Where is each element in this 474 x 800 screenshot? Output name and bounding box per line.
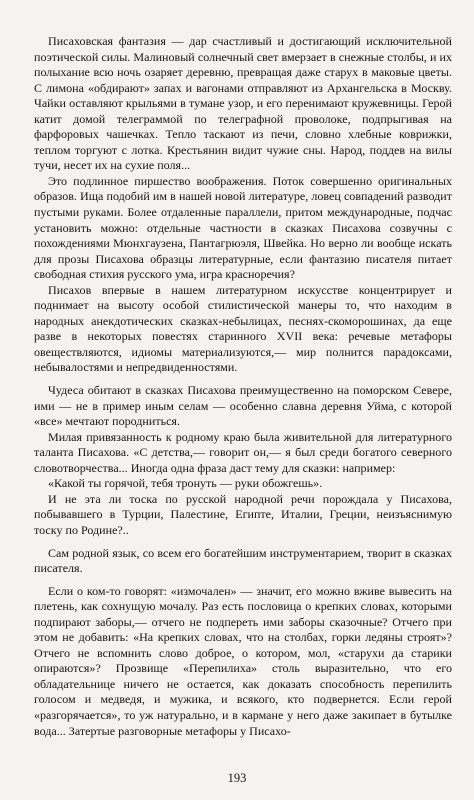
paragraph: Если о ком-то говорят: «измочален» — значит, его можно вживе вывесить на плетень, как сохнущую мочалу. Раз есть пословица о крепких словах, которыми подпирают заборы,— отчего не подпереть ими заборы сказочные? Отчего при этом не добавить: «На крепких словах, что на столбах, горки ледяны строят»? Отчего не вспомнить слово доброе, о котором, мол, «старухи да старики опираются»? Прозвище «Перепилиха» столь выразительно, что его обладательнице ничего не остается, как доказать способность перепилить голосом и медведя, и мужика, и всякого, кто подвернется. Если герой «разгорячается», то уж натурально, и в кармане у него даже закипает в бутылке вода... Затертые разговорные метафоры у Писахо- [34,583,452,738]
paragraph: Писаховская фантазия — дар счастливый и достигающий исключительной поэтической силы. Малиновый солнечный свет вмерзает в снежные столбы, и их полыхание всю ночь озаряет деревню, превращая даже старух в маковые цветы. С лимона «обдирают» запах и вагонами отправляют из Архангельска в Москву. Чайки оставляют крыльями в тумане узор, и его перенимают кружевницы. Герой катит домой телеграммой по телеграфной проволоке, подпрыгивая на фарфоровых чашечках. Тепло таскают из печи, словно хлебные коврижки, теплом торгуют с лотка. Крестьянин видит чужие сны. Народ, поддев на вилы тучи, несет их на сухие поля... [34,34,452,173]
paragraph: Чудеса обитают в сказках Писахова преимущественно на поморском Севере, ими — не в пример иным селам — особенно славна деревня Уйма, с которой «все» мечтают породниться. [34,383,452,429]
page-number: 193 [227,771,247,785]
body-text [34,34,452,739]
paragraph: И не эта ли тоска по русской народной речи порождала у Писахова, побывавшего в Турции, Палестине, Египте, Италии, Греции, неизъяснимую тоску по Родине?.. [34,491,452,537]
paragraph: Это подлинное пиршество воображения. Поток совершенно оригинальных образов. Ища подобий им в нашей новой литературе, ловец совпадений разводит пустыми руками. Более отдаленные параллели, притом международные, подчас установить можно: отдельные частности в сказках Писахова созвучны с похождениями Мюнхгаузена, Пантагрюэля, Швейка. Но верно ли вообще искать для прозы Писахова образцы литературные, если фантазию писателя питает свободная стихия русского ума, игра красноречия? [34,173,452,282]
paragraph: Писахов впервые в нашем литературном искусстве концентрирует и поднимает на высоту особой стилистической манеры то, что находим в народных анекдотических сказках-небылицах, песнях-скоморошинах, да еще разве в некоторых повестях старинного XVII века: речевые метафоры овеществляются, идиомы материализуются,— мир полнится парадоксами, небывалостями и непредвиденностями. [34,282,452,375]
paragraph: Милая привязанность к родному краю была живительной для литературного таланта Писахова. «С детства,— говорит он,— я был среди богатого северного словотворчества... Иногда одна фраза даст тему для сказки: например: [34,429,452,475]
paragraph: Сам родной язык, со всем его богатейшим инструментарием, творит в сказках писателя. [34,545,452,576]
quote-line: «Какой ты горячой, тебя тронуть — руки обожгешь». [48,476,323,491]
